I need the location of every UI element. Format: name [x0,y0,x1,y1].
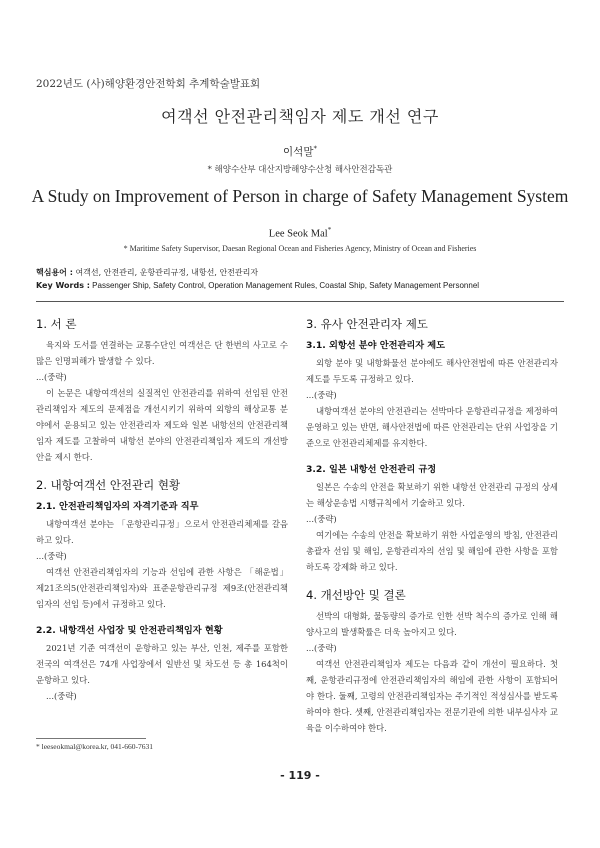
conference-header: 2022년도 (사)해양환경안전학회 추계학술발표회 [36,78,261,90]
section-2-1-paragraph-2: 여객선 안전관리책임자의 기능과 선임에 관한 사항은 「해운법」 제21조의5(안전관리책임자)와 표준운항관리규정 제9조(안전관리책임자의 선임 등)에서 규정하고 있다. [36,567,288,609]
section-3-heading: 3. 유사 안전관리자 제도 [306,317,428,331]
keywords-korean-label: 핵심용어 : [36,268,73,277]
section-3-2-omission: ...(중략) [306,514,337,524]
section-2-heading: 2. 내항여객선 안전관리 현황 [36,478,181,492]
author-english [0,226,600,240]
keywords-korean [36,267,258,278]
section-2-1-omission: ...(중략) [36,551,67,561]
left-column [36,316,288,704]
author-korean-name: 이석말 [283,146,314,158]
header-divider [36,301,564,302]
author-english-name: Lee Seok Mal [268,228,328,240]
title-english: A Study on Improvement of Person in charge of Safety Management System [31,186,569,206]
section-3-1-paragraph-2: 내항여객선 분야의 안전관리는 선박마다 운항관리규정을 제정하여 운영하고 있는 반면, 해사안전법에 따른 안전관리는 단위 사업장을 기준으로 안전관리체제를 유지한다. [306,406,558,448]
section-2-1-paragraph-1: 내항여객선 분야는 「운항관리규정」으로서 안전관리체제를 갈음하고 있다. [36,519,288,545]
section-2-2-paragraph-1: 2021년 기준 여객선이 운항하고 있는 부산, 인천, 제주를 포함한 전국의 여객선은 74개 사업장에서 일반선 및 차도선 등 총 164척이 운항하고 있다. [36,643,288,685]
affiliation-english: * Maritime Safety Supervisor, Daesan Regional Ocean and Fisheries Agency, Ministry of Ocean and Fisheries [123,244,477,253]
page-number: - 119 - [280,769,320,782]
section-1-omission: ...(중략) [36,372,67,382]
section-4-paragraph-2: 여객선 안전관리책임자 제도는 다음과 같이 개선이 필요하다. 첫째, 운항관리규정에 안전관리책임자의 해임에 관한 사항이 포함되어야 한다. 둘째, 고령의 안전관리책임자는 주기적인 적성심사를 받도록 하여야 한다. 셋째, 안전관리책임자는 전문기관에 의한 내부심사자 교육을 이수하여야 한다. [306,659,558,733]
affiliation-korean: * 해양수산부 대산지방해양수산청 해사안전감독관 [207,165,393,175]
keywords-english-text: Passenger Ship, Safety Control, Operation Management Rules, Coastal Ship, Safety Management Personnel [89,281,480,290]
section-3-2-paragraph-1: 일본은 수송의 안전을 확보하기 위한 내항선 안전관리 규정의 상세는 해상운송법 시행규칙에서 기술하고 있다. [306,482,558,508]
footnote-divider [36,738,146,739]
section-3-1-paragraph-1: 외항 분야 및 내항화물선 분야에도 해사안전법에 따른 안전관리자 제도를 두도록 규정하고 있다. [306,358,558,384]
right-column [306,316,558,736]
section-4-paragraph-1: 선박의 대형화, 물동량의 증가로 인한 선박 척수의 증가로 인해 해양사고의 발생확률은 더욱 높아지고 있다. [306,611,558,637]
section-3-2-heading: 3.2. 일본 내항선 안전관리 규정 [306,464,437,475]
section-4-heading: 4. 개선방안 및 결론 [306,588,406,602]
section-2-1-heading: 2.1. 안전관리책임자의 자격기준과 직무 [36,501,199,512]
section-4-omission: ...(중략) [306,643,337,653]
section-3-1-heading: 3.1. 외항선 분야 안전관리자 제도 [306,340,446,351]
section-1-paragraph-2: 이 논문은 내항여객선의 실질적인 안전관리를 위하여 선임된 안전관리책임자 제도의 문제점을 개선시키기 위하여 외항의 해상교통 분야에서 운용되고 있는 안전관리자 제도와 일본 내항선의 안전관리책임자 제도를 고찰하여 내항선 분야의 안전관리책임자 제도의 개선방안을 제시 한다. [36,388,288,462]
section-2-2-heading: 2.2. 내항객선 사업장 및 안전관리책임자 현황 [36,625,223,636]
section-1-paragraph-1: 육지와 도서를 연결하는 교통수단인 여객선은 단 한번의 사고로 수많은 인명피해가 발생할 수 있다. [36,340,288,366]
footnote: * leeseokmal@korea.kr, 041-660-7631 [36,742,153,751]
author-korean-mark: * [313,144,317,153]
keywords-korean-text: 여객선, 안전관리, 운항관리규정, 내항선, 안전관리자 [72,268,259,277]
section-1-heading: 1. 서 론 [36,317,77,331]
section-3-2-paragraph-2: 여기에는 수송의 안전을 확보하기 위한 사업운영의 방침, 안전관리총괄자 선임 및 해임, 운항관리자의 선임 및 해임에 관한 사항을 포함하도록 강제화 하고 있다. [306,530,558,572]
section-2-2-omission: ...(중략) [46,691,77,701]
author-english-mark: * [327,226,332,234]
section-3-1-omission: ...(중략) [306,390,337,400]
keywords-english [36,281,479,290]
title-korean: 여객선 안전관리책임자 제도 개선 연구 [161,107,439,126]
keywords-english-label: Key Words : [36,281,90,290]
author-korean [0,144,600,159]
